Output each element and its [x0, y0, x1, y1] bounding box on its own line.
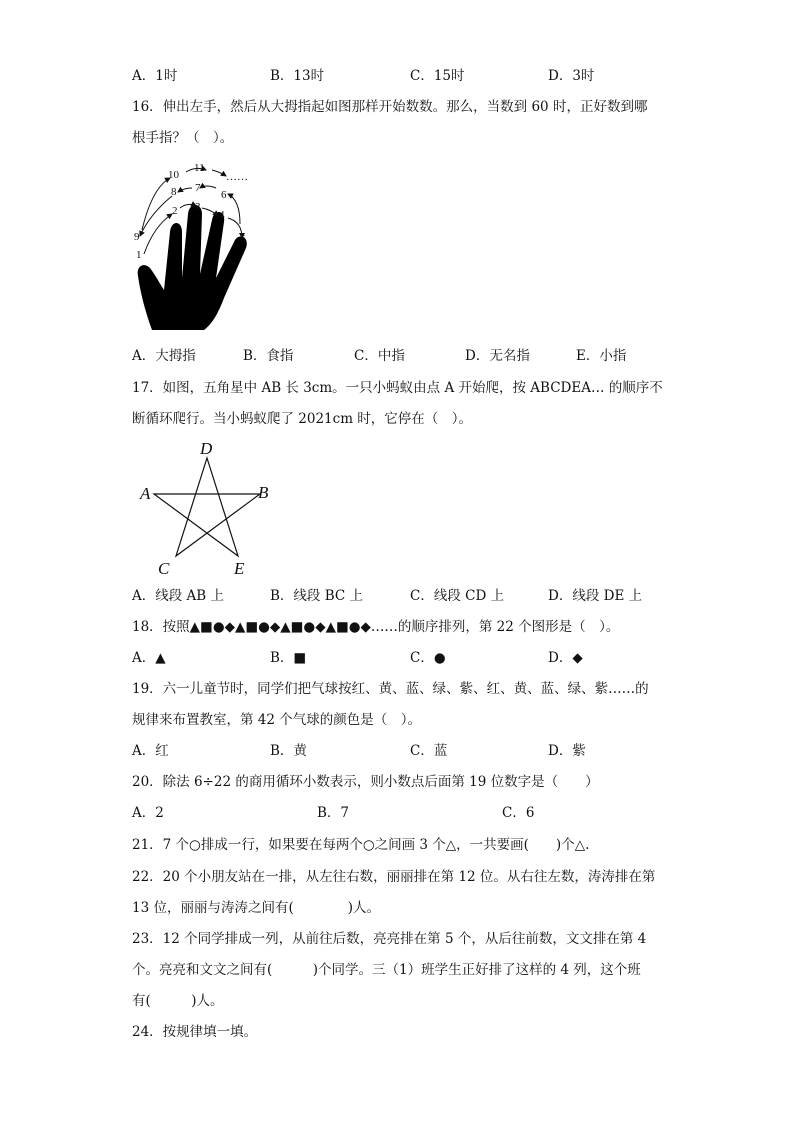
hand-label-9: 9 [134, 231, 140, 243]
hand-label-6: 6 [221, 189, 227, 201]
q20-option-c[interactable]: C．6 [502, 805, 535, 821]
q16-option-c[interactable]: C．中指 [354, 348, 405, 364]
q23-text-line3: 有( )人。 [132, 993, 224, 1009]
star-label-b: B [258, 483, 269, 502]
hand-label-4: 4 [219, 209, 225, 221]
left-hand-icon [138, 205, 247, 330]
q21-text-line1: 21．7 个○排成一行，如果要在每两个○之间画 3 个△，一共要画( )个△. [132, 837, 590, 853]
q15-option-a[interactable]: A．1时 [132, 68, 178, 84]
star-label-c: C [158, 559, 170, 578]
q20-text-line1: 20．除法 6÷22 的商用循环小数表示，则小数点后面第 19 位数字是（ ） [132, 774, 599, 790]
q19-option-d[interactable]: D．紫 [548, 743, 586, 759]
hand-label-11: 11 [194, 162, 205, 174]
q20-options [132, 803, 752, 823]
q19-text-line2: 规律来布置教室，第 42 个气球的颜色是（ ）。 [132, 712, 422, 728]
hand-label-7: 7 [195, 182, 201, 194]
q23-text-line1: 23．12 个同学排成一列，从前往后数，亮亮排在第 5 个，从后往前数，文文排在第 4 [132, 931, 647, 947]
hand-label-5: 5 [240, 233, 246, 245]
q19-options [132, 741, 752, 761]
q18-option-a[interactable]: A．▲ [132, 650, 166, 666]
hand-counting-figure [130, 158, 260, 336]
q15-options [132, 66, 752, 86]
q18-options [132, 648, 752, 668]
q16-option-b[interactable]: B．食指 [243, 348, 294, 364]
q17-text-line2: 断循环爬行。当小蚂蚁爬了 2021cm 时，它停在（ ）。 [132, 411, 473, 427]
q17-option-c[interactable]: C．线段 CD 上 [410, 588, 505, 604]
q16-options [132, 346, 752, 366]
star-label-a: A [140, 484, 151, 503]
q18-option-b[interactable]: B．■ [270, 650, 307, 666]
q16-text-line1: 16．伸出左手，然后从大拇指起如图那样开始数数。那么，当数到 60 时，正好数到哪 [132, 99, 648, 115]
q19-option-a[interactable]: A．红 [132, 743, 169, 759]
q16-option-d[interactable]: D．无名指 [465, 348, 530, 364]
q16-option-e[interactable]: E．小指 [576, 348, 627, 364]
q18-option-c[interactable]: C．● [410, 650, 446, 666]
q23-text-line2: 个。亮亮和文文之间有( )个同学。三（1）班学生正好排了这样的 4 列，这个班 [132, 962, 641, 978]
hand-label-ellipsis: …… [226, 171, 248, 183]
q19-text-line1: 19．六一儿童节时，同学们把气球按红、黄、蓝、绿、紫、红、黄、蓝、绿、紫……的 [132, 681, 649, 697]
five-point-star-figure [138, 438, 278, 578]
q24-text-line1: 24．按规律填一填。 [132, 1024, 258, 1040]
star-label-d: D [200, 439, 213, 458]
hand-label-8: 8 [171, 186, 177, 198]
star-icon [154, 458, 260, 556]
hand-label-2: 2 [172, 205, 178, 217]
star-label-e: E [234, 559, 245, 578]
q17-options [132, 586, 752, 606]
q22-text-line1: 22．20 个小朋友站在一排，从左往右数，丽丽排在第 12 位。从右往左数，涛涛排在第 [132, 869, 656, 885]
q20-option-a[interactable]: A．2 [132, 805, 164, 821]
q18-option-d[interactable]: D．◆ [548, 650, 583, 666]
q17-option-b[interactable]: B．线段 BC 上 [270, 588, 364, 604]
q17-option-d[interactable]: D．线段 DE 上 [548, 588, 643, 604]
q15-option-b[interactable]: B．13时 [270, 68, 325, 84]
q20-option-b[interactable]: B．7 [317, 805, 350, 821]
hand-label-3: 3 [195, 201, 201, 213]
q17-option-a[interactable]: A．线段 AB 上 [132, 588, 225, 604]
q17-text-line1: 17．如图，五角星中 AB 长 3cm。一只小蚂蚁由点 A 开始爬，按 ABCDEA… 的顺序不 [132, 380, 663, 396]
hand-label-10: 10 [168, 169, 179, 181]
hand-label-1: 1 [136, 249, 142, 261]
q16-option-a[interactable]: A．大拇指 [132, 348, 196, 364]
q19-option-b[interactable]: B．黄 [270, 743, 307, 759]
q18-text-line1: 18．按照▲■●◆▲■●◆▲■●◆▲■●◆……的顺序排列，第 22 个图形是（ ）。 [132, 619, 620, 635]
q15-option-c[interactable]: C．15时 [410, 68, 465, 84]
q22-text-line2: 13 位，丽丽与涛涛之间有( )人。 [132, 900, 381, 916]
q15-option-d[interactable]: D．3时 [548, 68, 595, 84]
q19-option-c[interactable]: C．蓝 [410, 743, 448, 759]
q16-text-line2: 根手指？（ ）。 [132, 130, 234, 146]
